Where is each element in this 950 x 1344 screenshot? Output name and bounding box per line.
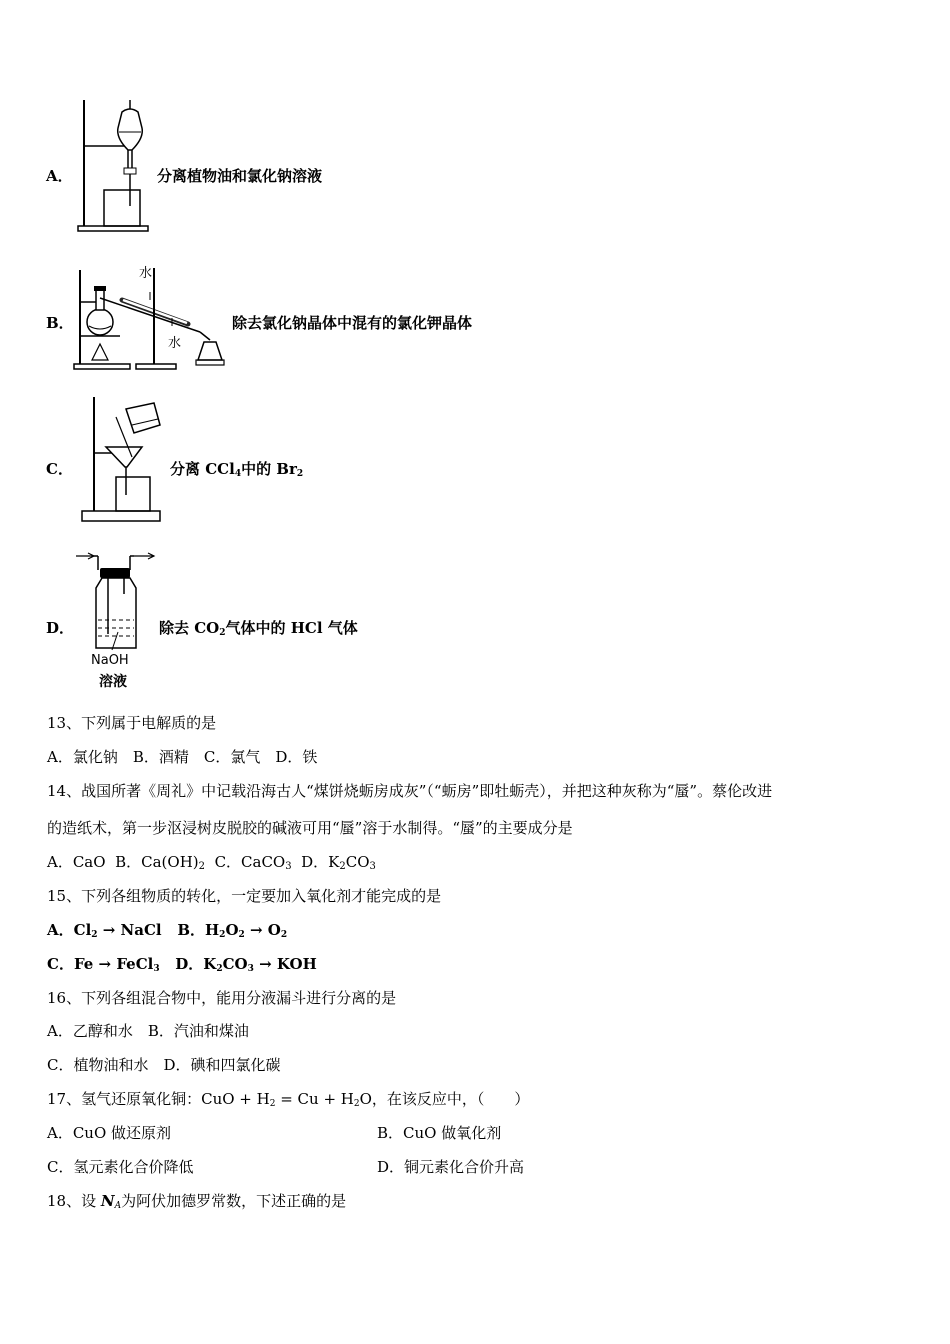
option-b-label: B． (46, 314, 74, 332)
q13-stem: 13、下列属于电解质的是 (47, 714, 217, 732)
separatory-funnel-diagram (70, 98, 155, 233)
q16-options-line2: C．植物油和水 D．碘和四氯化碳 (47, 1056, 281, 1074)
option-c-label: C． (46, 460, 73, 478)
q15-options-cd: C．Fe → FeCl3 D．K2CO3 → KOH (47, 955, 317, 974)
q13-options: A．氯化钠 B．酒精 C．氯气 D．铁 (47, 748, 318, 766)
option-b-caption: 除去氯化钠晶体中混有的氯化钾晶体 (232, 314, 473, 332)
q17-option-d: D．铜元素化合价升高 (377, 1158, 525, 1176)
q15-stem: 15、下列各组物质的转化，一定要加入氧化剂才能完成的是 (47, 887, 442, 905)
q14-stem-line1: 14、战国所著《周礼》中记载沿海古人“煤饼烧蛎房成灰”（“蛎房”即牡蛎壳），并把这种灰称为“蜃”。蔡伦改进 (47, 782, 773, 800)
option-d-label: D． (46, 619, 75, 637)
option-a-caption: 分离植物油和氯化钠溶液 (157, 167, 323, 185)
option-a-label: A． (46, 167, 73, 185)
q18-stem: 18、设 NA为阿伏加德罗常数，下述正确的是 (47, 1192, 347, 1211)
q14-stem-line2: 的造纸术，第一步沤浸树皮脱胶的碱液可用“蜃”溶于水制得。“蜃”的主要成分是 (47, 819, 573, 837)
q17-option-c: C．氢元素化合价降低 (47, 1158, 194, 1176)
water-in-label: 水 (139, 266, 153, 281)
q17-option-a: A．CuO 做还原剂 (47, 1124, 172, 1142)
option-d-caption: 除去 CO2气体中的 HCl 气体 (159, 619, 358, 638)
water-out-label: 水 (168, 336, 182, 351)
q16-options-line1: A．乙醇和水 B．汽油和煤油 (47, 1022, 249, 1040)
solution-label: 溶液 (99, 674, 127, 690)
q16-stem: 16、下列各组混合物中，能用分液漏斗进行分离的是 (47, 989, 397, 1007)
gas-washing-bottle-diagram (74, 548, 158, 658)
q17-option-b: B．CuO 做氧化剂 (377, 1124, 502, 1142)
q14-options: A．CaO B．Ca(OH)2 C．CaCO3 D．K2CO3 (47, 853, 376, 872)
option-c-caption: 分离 CCl4中的 Br2 (170, 460, 304, 479)
q15-options-ab: A．Cl2 → NaCl B．H2O2 → O2 (47, 921, 288, 940)
q17-stem: 17、氢气还原氧化铜：CuO + H2 = Cu + H2O，在该反应中，（ ） (47, 1090, 530, 1109)
naoh-label: NaOH (91, 653, 129, 668)
filtration-diagram (80, 395, 165, 525)
